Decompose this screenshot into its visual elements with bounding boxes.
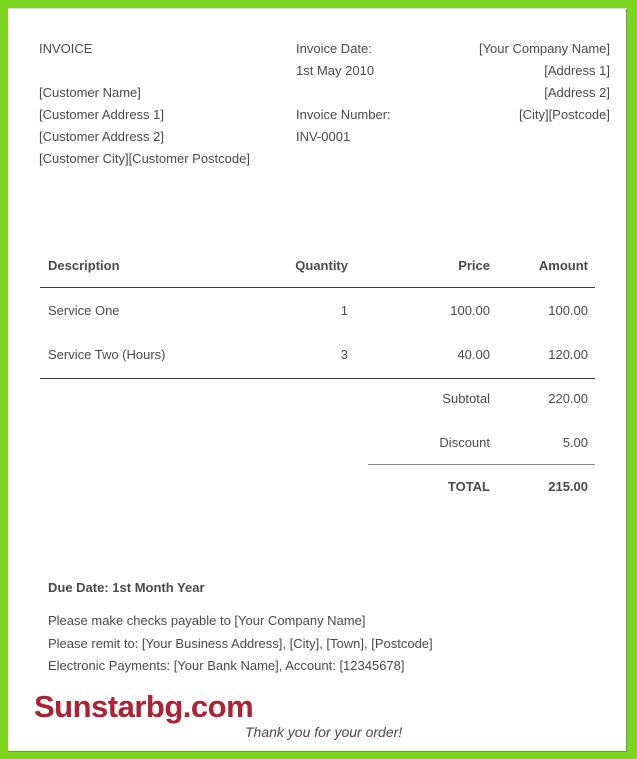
total-divider xyxy=(368,464,595,465)
row-price: 40.00 xyxy=(457,347,490,362)
total-value: 215.00 xyxy=(548,479,588,494)
customer-address1: [Customer Address 1] xyxy=(39,107,164,122)
table-row xyxy=(40,347,595,362)
spacer xyxy=(48,479,248,494)
electronic-payments-line: Electronic Payments: [Your Bank Name], Account: [12345678] xyxy=(48,658,405,673)
thank-you-line: Thank you for your order! xyxy=(245,724,403,740)
total-row xyxy=(40,479,595,494)
invoice-number-label: Invoice Number: xyxy=(296,107,391,122)
invoice-date-value: 1st May 2010 xyxy=(296,63,375,78)
subtotal-label: Subtotal xyxy=(442,391,490,406)
spacer xyxy=(48,435,248,450)
discount-label: Discount xyxy=(439,435,490,450)
col-header-description: Description xyxy=(48,258,120,273)
col-header-amount: Amount xyxy=(538,258,588,273)
total-label: TOTAL xyxy=(447,479,490,494)
company-city-postcode: [City][Postcode] xyxy=(518,107,610,122)
remit-to-line: Please remit to: [Your Business Address], [City], [Town], [Postcode] xyxy=(48,636,433,651)
row-quantity: 3 xyxy=(340,347,348,362)
row-description: Service Two (Hours) xyxy=(48,347,166,362)
discount-value: 5.00 xyxy=(562,435,588,450)
col-header-quantity: Quantity xyxy=(295,258,348,273)
company-address2: [Address 2] xyxy=(544,85,610,100)
checks-payable-line: Please make checks payable to [Your Company Name] xyxy=(48,613,366,628)
page-title: INVOICE xyxy=(39,41,93,56)
row-quantity: 1 xyxy=(340,303,348,318)
header-divider xyxy=(40,287,595,288)
customer-city-postcode: [Customer City][Customer Postcode] xyxy=(39,151,250,166)
table-row xyxy=(40,303,595,318)
customer-address2: [Customer Address 2] xyxy=(39,129,164,144)
row-amount: 120.00 xyxy=(548,347,588,362)
watermark-logo: Sunstarbg.com xyxy=(34,689,254,724)
invoice-date-label: Invoice Date: xyxy=(296,41,372,56)
discount-row xyxy=(40,435,595,450)
subtotal-value: 220.00 xyxy=(548,391,588,406)
table-header-row xyxy=(40,258,595,273)
items-divider xyxy=(40,378,595,379)
col-header-price: Price xyxy=(458,258,490,273)
spacer xyxy=(248,479,348,494)
company-address1: [Address 1] xyxy=(544,63,610,78)
invoice-number-value: INV-0001 xyxy=(296,129,351,144)
due-date-line: Due Date: 1st Month Year xyxy=(48,580,205,595)
company-name: [Your Company Name] xyxy=(478,41,610,56)
spacer xyxy=(248,391,348,406)
spacer xyxy=(248,435,348,450)
spacer xyxy=(48,391,248,406)
customer-name: [Customer Name] xyxy=(39,85,141,100)
row-price: 100.00 xyxy=(450,303,490,318)
subtotal-row xyxy=(40,391,595,406)
row-description: Service One xyxy=(48,303,120,318)
row-amount: 100.00 xyxy=(548,303,588,318)
